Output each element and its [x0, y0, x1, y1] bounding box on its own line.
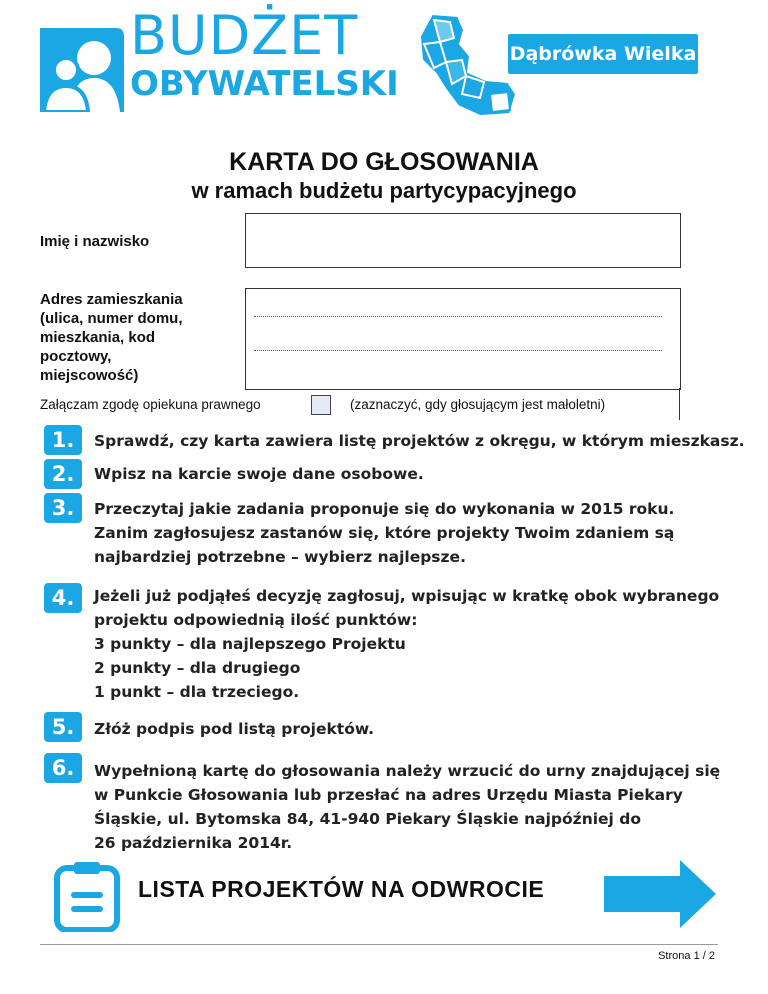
page-number: Strona 1 / 2: [658, 950, 715, 962]
form-divider: [679, 388, 680, 420]
name-field[interactable]: [245, 213, 681, 268]
arrow-right-icon: [600, 858, 718, 930]
logo-text-budzet: BUDŻET: [130, 4, 359, 67]
page-title: KARTA DO GŁOSOWANIA: [229, 148, 539, 176]
step-6-badge: 6.: [44, 753, 82, 783]
step-3-text: Przeczytaj jakie zadania proponuje się do wykonania w 2015 roku. Zanim zagłosujesz zastanów się, które projekty Twoim zdaniem są najbardziej potrzebne – wybierz najlepsze.: [94, 500, 675, 566]
step-3-badge: 3.: [44, 493, 82, 523]
clipboard-icon: [54, 860, 120, 932]
address-field[interactable]: [245, 288, 681, 390]
consent-note: (zaznaczyć, gdy głosującym jest małoletni): [350, 397, 606, 412]
logo-text-obywatelski: OBYWATELSKI: [130, 64, 399, 104]
back-side-title: LISTA PROJEKTÓW NA ODWROCIE: [138, 876, 545, 902]
step-1-badge: 1.: [44, 425, 82, 455]
guardian-consent-checkbox[interactable]: [311, 395, 331, 415]
address-line-2: [254, 350, 662, 351]
address-line-1: [254, 316, 662, 317]
district-badge: Dąbrówka Wielka: [508, 34, 698, 74]
page-subtitle: w ramach budżetu partycypacyjnego: [191, 178, 577, 203]
address-label: Adres zamieszkania (ulica, numer domu, mieszkania, kod pocztowy, miejscowość): [40, 291, 183, 384]
step-4-text: Jeżeli już podjąłeś decyzję zagłosuj, wpisując w kratkę obok wybranego projektu odpowiednią ilość punktów: 3 punkty – dla najlepszego Projektu 2 punkty – dla drugiego 1 punkt – dla trzeciego.: [94, 587, 720, 701]
step-5-badge: 5.: [44, 712, 82, 742]
step-2-badge: 2.: [44, 459, 82, 489]
consent-label: Załączam zgodę opiekuna prawnego: [40, 397, 261, 412]
footer-rule: [40, 944, 718, 945]
step-2-text: Wpisz na karcie swoje dane osobowe.: [94, 465, 424, 483]
people-logo-icon: [34, 20, 126, 112]
step-1-text: Sprawdź, czy karta zawiera listę projektów z okręgu, w którym mieszkasz.: [94, 432, 745, 450]
step-6-text: Wypełnioną kartę do głosowania należy wrzucić do urny znajdującej się w Punkcie Głosowania lub przesłać na adres Urzędu Miasta Piekary Śląskie, ul. Bytomska 84, 41-940 Piekary Śląskie najpóźniej do 26 października 2014r.: [94, 762, 721, 852]
step-5-text: Złóż podpis pod listą projektów.: [94, 720, 375, 738]
name-label: Imię i nazwisko: [40, 233, 150, 250]
step-4-badge: 4.: [44, 583, 82, 613]
